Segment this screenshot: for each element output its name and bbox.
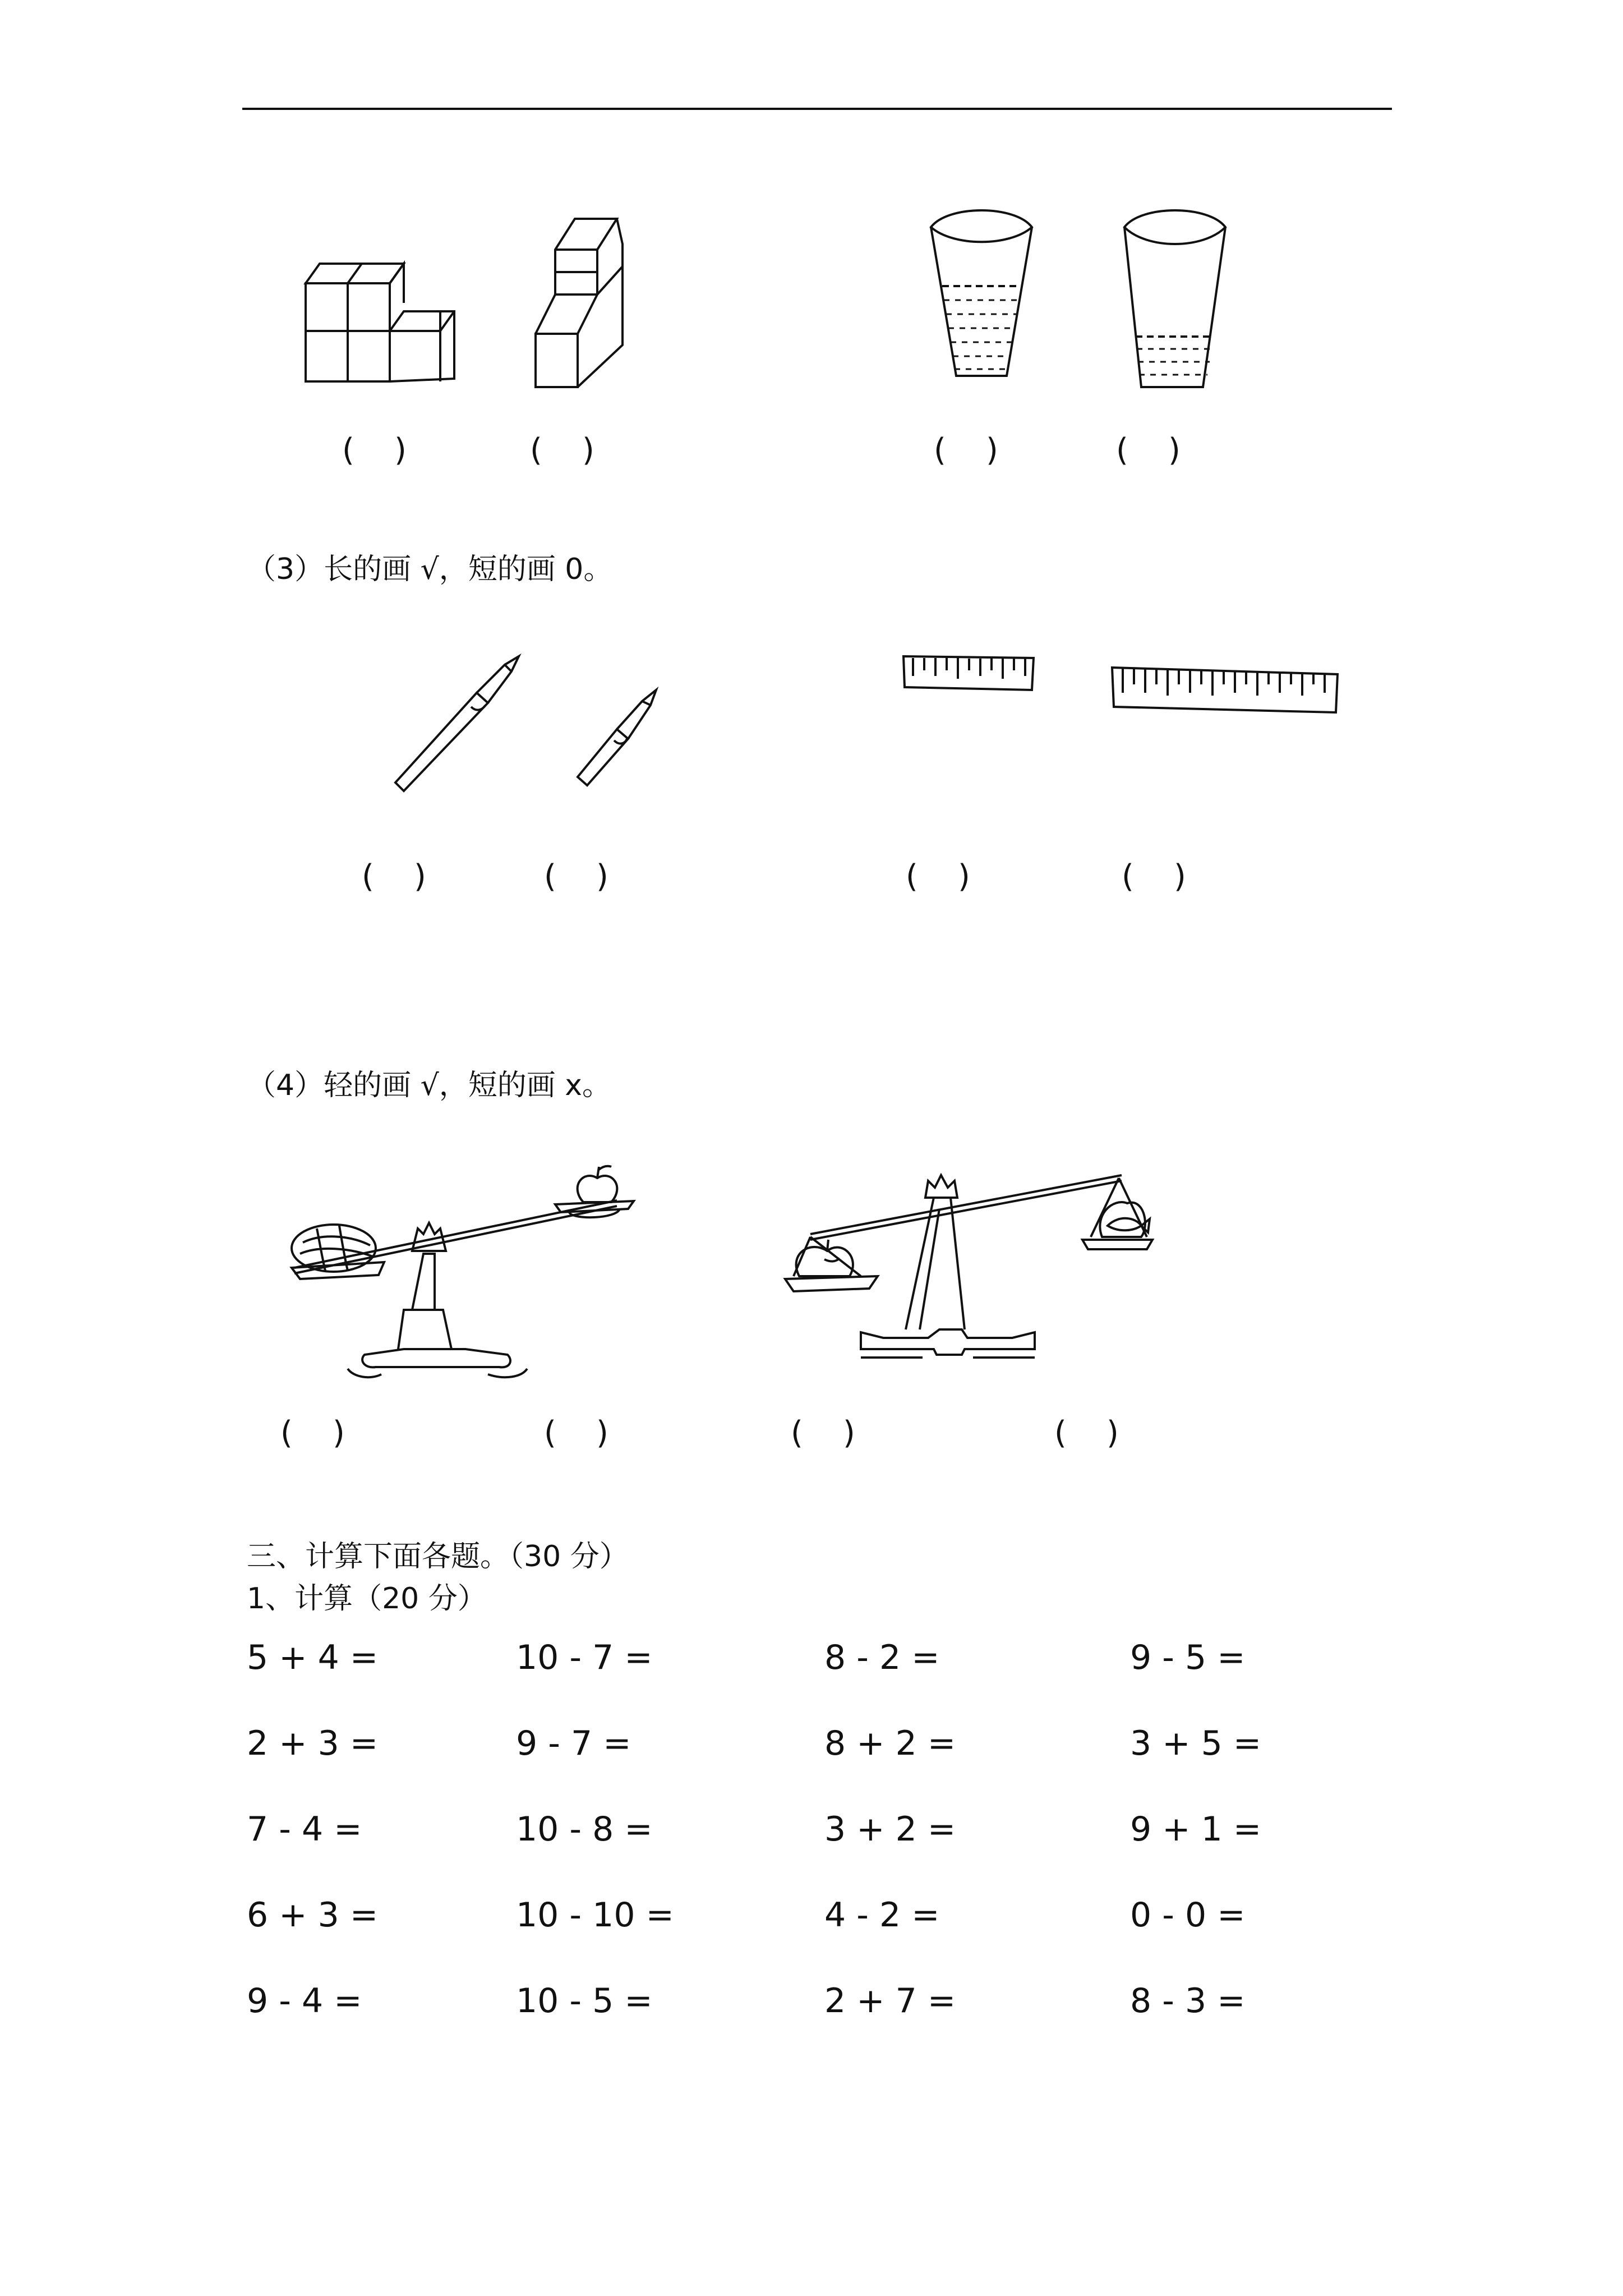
balance-watermelon-apple-icon	[286, 1153, 645, 1388]
answer-blank-balance2-left[interactable]: ( )	[791, 1415, 855, 1451]
equation: 8 + 2 =	[824, 1724, 956, 1763]
equation: 9 - 5 =	[1130, 1638, 1246, 1677]
answer-blank-balance1-left[interactable]: ( )	[280, 1415, 345, 1451]
answer-blank-cubes-tower[interactable]: ( )	[530, 432, 594, 468]
equation: 10 - 10 =	[516, 1895, 674, 1935]
section3-prompt: （3）长的画 √，短的画 0。	[247, 553, 613, 586]
answer-blank-pencil-short[interactable]: ( )	[544, 858, 608, 895]
answer-blank-cup-full[interactable]: ( )	[934, 432, 998, 468]
equation: 4 - 2 =	[824, 1895, 940, 1935]
answer-blank-balance2-right[interactable]: ( )	[1054, 1415, 1119, 1451]
equation: 2 + 7 =	[824, 1981, 956, 2021]
cup-low-icon	[1119, 202, 1231, 393]
equation: 8 - 3 =	[1130, 1981, 1246, 2021]
equation: 9 - 7 =	[516, 1724, 631, 1763]
answer-blank-ruler-short[interactable]: ( )	[906, 858, 970, 895]
equation: 10 - 8 =	[516, 1810, 653, 1849]
equation: 3 + 2 =	[824, 1810, 956, 1849]
part3-heading: 三、计算下面各题。（30 分）	[247, 1540, 629, 1573]
answer-blank-balance1-right[interactable]: ( )	[544, 1415, 608, 1451]
equation: 0 - 0 =	[1130, 1895, 1246, 1935]
equation: 6 + 3 =	[247, 1895, 379, 1935]
equation: 5 + 4 =	[247, 1638, 379, 1677]
section4-prompt: （4）轻的画 √，短的画 x。	[247, 1069, 612, 1102]
cubes-tower-icon	[533, 216, 628, 390]
part3-sub1: 1、计算（20 分）	[247, 1582, 487, 1616]
answer-blank-cup-low[interactable]: ( )	[1116, 432, 1181, 468]
equation: 2 + 3 =	[247, 1724, 379, 1763]
answer-blank-cubes-stack[interactable]: ( )	[342, 432, 407, 468]
pencil-long-icon	[393, 654, 522, 794]
equation: 10 - 7 =	[516, 1638, 653, 1677]
balance-apple-fish-icon	[777, 1147, 1164, 1372]
cup-full-icon	[925, 202, 1038, 381]
answer-blank-pencil-long[interactable]: ( )	[362, 858, 426, 895]
equation: 10 - 5 =	[516, 1981, 653, 2021]
equation: 9 + 1 =	[1130, 1810, 1262, 1849]
pencil-short-icon	[575, 687, 659, 788]
top-rule	[242, 108, 1392, 110]
equation: 9 - 4 =	[247, 1981, 362, 2021]
equation: 8 - 2 =	[824, 1638, 940, 1677]
cubes-stack-icon	[303, 238, 460, 384]
ruler-short-icon	[902, 654, 1036, 693]
equation: 3 + 5 =	[1130, 1724, 1262, 1763]
answer-blank-ruler-long[interactable]: ( )	[1122, 858, 1186, 895]
equation: 7 - 4 =	[247, 1810, 362, 1849]
ruler-long-icon	[1110, 662, 1340, 715]
